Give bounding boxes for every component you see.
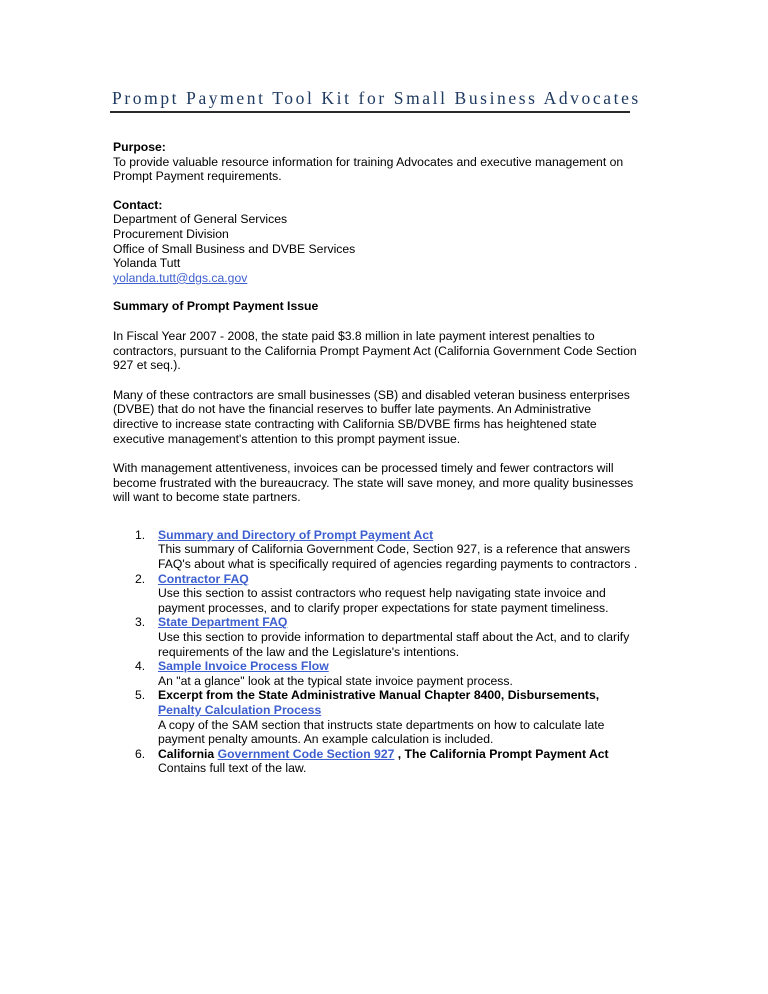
summary-heading: Summary of Prompt Payment Issue xyxy=(113,299,319,314)
list-item-description: FAQ's about what is specifically required of agencies regarding payments to contractors . xyxy=(158,557,638,572)
list-item-number: 5. xyxy=(135,688,146,703)
list-item xyxy=(113,747,653,776)
paragraph-line: become frustrated with the bureaucracy. The state will save money, and more quality businesses xyxy=(113,475,634,490)
penalty-calculation-link[interactable]: Penalty Calculation Process xyxy=(158,703,322,717)
list-item-description: payment penalty amounts. An example calculation is included. xyxy=(158,732,494,747)
paragraph-line: With management attentiveness, invoices can be processed timely and fewer contractors will xyxy=(113,461,614,476)
sam-excerpt-title: Excerpt from the State Administrative Manual Chapter 8400, Disbursements, xyxy=(158,688,600,703)
list-item xyxy=(113,615,653,659)
paragraph-line: (DVBE) that do not have the financial reserves to buffer late payments. An Administrative xyxy=(113,402,592,417)
list-item-description: Use this section to assist contractors who request help navigating state invoice and xyxy=(158,586,606,601)
contact-person: Yolanda Tutt xyxy=(113,256,181,271)
list-item xyxy=(113,659,653,688)
list-item-description: A copy of the SAM section that instructs state departments on how to calculate late xyxy=(158,717,605,732)
government-code-927-link[interactable]: Government Code Section 927 xyxy=(217,746,395,761)
purpose-line: Prompt Payment requirements. xyxy=(113,169,282,184)
list-item-description: Use this section to provide information to departmental staff about the Act, and to clarify xyxy=(158,630,630,645)
list-item-description: This summary of California Government Code, Section 927, is a reference that answers xyxy=(158,542,631,557)
summary-paragraph-3 xyxy=(113,461,653,505)
contact-email-link[interactable]: yolanda.tutt@dgs.ca.gov xyxy=(113,270,248,285)
list-item-description: payment processes, and to clarify proper expectations for state payment timeliness. xyxy=(158,600,609,615)
list-item-number: 6. xyxy=(135,746,146,761)
resource-list xyxy=(113,528,653,776)
document-title: Prompt Payment Tool Kit for Small Business Advocates xyxy=(112,88,641,108)
list-item xyxy=(113,688,653,746)
paragraph-line: Many of these contractors are small businesses (SB) and disabled veteran business enterprises xyxy=(113,387,630,402)
contact-department: Department of General Services xyxy=(113,212,288,227)
contractor-faq-link[interactable]: Contractor FAQ xyxy=(158,571,249,586)
list-item-number: 3. xyxy=(135,615,146,630)
list-item-number: 2. xyxy=(135,571,146,586)
list-item xyxy=(113,572,653,616)
list-item-number: 4. xyxy=(135,659,146,674)
list-item-description: Contains full text of the law. xyxy=(158,761,307,776)
list-item-description: An "at a glance" look at the typical state invoice payment process. xyxy=(158,673,513,688)
california-prefix: California xyxy=(158,746,215,761)
summary-directory-link[interactable]: Summary and Directory of Prompt Payment Act xyxy=(158,527,434,542)
state-department-faq-link[interactable]: State Department FAQ xyxy=(158,615,288,630)
contact-division: Procurement Division xyxy=(113,226,229,241)
list-item-number: 1. xyxy=(135,527,146,542)
list-item xyxy=(113,528,653,572)
paragraph-line: will want to become state partners. xyxy=(113,490,301,505)
list-item-description: requirements of the law and the Legislature's intentions. xyxy=(158,644,460,659)
purpose-heading: Purpose: xyxy=(113,140,166,154)
summary-paragraph-2 xyxy=(113,388,653,446)
purpose-line: To provide valuable resource information for training Advocates and executive management on xyxy=(113,154,624,169)
title-underline-rule xyxy=(110,111,630,113)
paragraph-line: directive to increase state contracting with California SB/DVBE firms has heightened state xyxy=(113,416,597,431)
contact-heading: Contact: xyxy=(113,197,163,212)
prompt-payment-act-title: , The California Prompt Payment Act xyxy=(397,746,609,761)
paragraph-line: contractors, pursuant to the California Prompt Payment Act (California Government Code Section xyxy=(113,343,637,358)
paragraph-line: executive management's attention to this prompt payment issue. xyxy=(113,431,461,446)
summary-paragraph-1 xyxy=(113,329,653,373)
contact-office: Office of Small Business and DVBE Services xyxy=(113,241,356,256)
sample-invoice-flow-link[interactable]: Sample Invoice Process Flow xyxy=(158,659,329,674)
paragraph-line: 927 et seq.). xyxy=(113,358,181,373)
paragraph-line: In Fiscal Year 2007 - 2008, the state paid $3.8 million in late payment interest penalties to xyxy=(113,328,595,343)
document-body xyxy=(113,140,653,776)
